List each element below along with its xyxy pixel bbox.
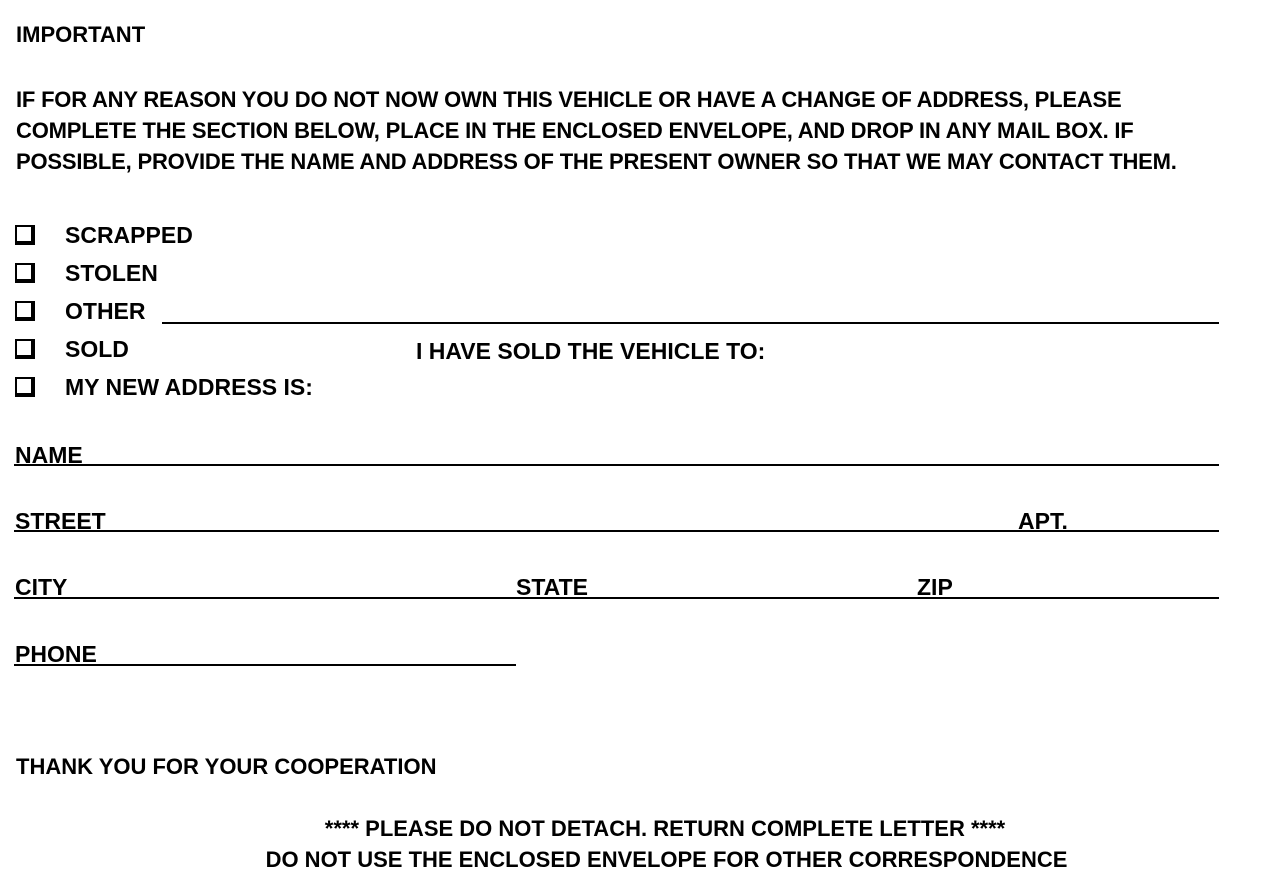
apt-label: APT. <box>1018 508 1068 534</box>
sold-checkbox[interactable] <box>15 339 35 359</box>
sold-to-label: I HAVE SOLD THE VEHICLE TO: <box>416 338 766 364</box>
footer-notice-2: DO NOT USE THE ENCLOSED ENVELOPE FOR OTHER CORRESPONDENCE <box>265 847 1068 872</box>
option-sold[interactable] <box>15 334 129 364</box>
intro-line: IF FOR ANY REASON YOU DO NOT NOW OWN THIS VEHICLE OR HAVE A CHANGE OF ADDRESS, PLEASE <box>16 87 1122 112</box>
footer-notice-1: **** PLEASE DO NOT DETACH. RETURN COMPLETE LETTER **** <box>324 816 1006 841</box>
name-label: NAME <box>15 442 83 468</box>
new-address-checkbox[interactable] <box>15 377 35 397</box>
stolen-label: STOLEN <box>65 260 158 286</box>
street-field-line[interactable] <box>14 530 1219 532</box>
sold-label: SOLD <box>65 336 129 362</box>
state-label: STATE <box>516 574 588 600</box>
heading: IMPORTANT <box>16 22 146 47</box>
zip-label: ZIP <box>917 574 953 600</box>
street-label: STREET <box>15 508 106 534</box>
stolen-checkbox[interactable] <box>15 263 35 283</box>
thank-you-text: THANK YOU FOR YOUR COOPERATION <box>16 754 437 779</box>
intro-paragraph <box>16 84 1177 177</box>
scrapped-checkbox[interactable] <box>15 225 35 245</box>
name-field-line[interactable] <box>14 464 1219 466</box>
scrapped-label: SCRAPPED <box>65 222 193 248</box>
intro-line: COMPLETE THE SECTION BELOW, PLACE IN THE ENCLOSED ENVELOPE, AND DROP IN ANY MAIL BOX. IF <box>16 118 1134 143</box>
new-address-label: MY NEW ADDRESS IS: <box>65 374 313 400</box>
other-blank-line[interactable] <box>162 322 1219 324</box>
city-state-zip-field-line[interactable] <box>14 597 1219 599</box>
option-scrapped[interactable] <box>15 220 193 250</box>
option-other[interactable] <box>15 296 146 326</box>
option-stolen[interactable] <box>15 258 158 288</box>
option-new-address[interactable] <box>15 372 313 402</box>
other-checkbox[interactable] <box>15 301 35 321</box>
intro-line: POSSIBLE, PROVIDE THE NAME AND ADDRESS OF THE PRESENT OWNER SO THAT WE MAY CONTACT THEM. <box>16 149 1177 174</box>
phone-field-line[interactable] <box>14 664 516 666</box>
other-label: OTHER <box>65 298 146 324</box>
city-label: CITY <box>15 574 68 600</box>
phone-label: PHONE <box>15 641 97 667</box>
